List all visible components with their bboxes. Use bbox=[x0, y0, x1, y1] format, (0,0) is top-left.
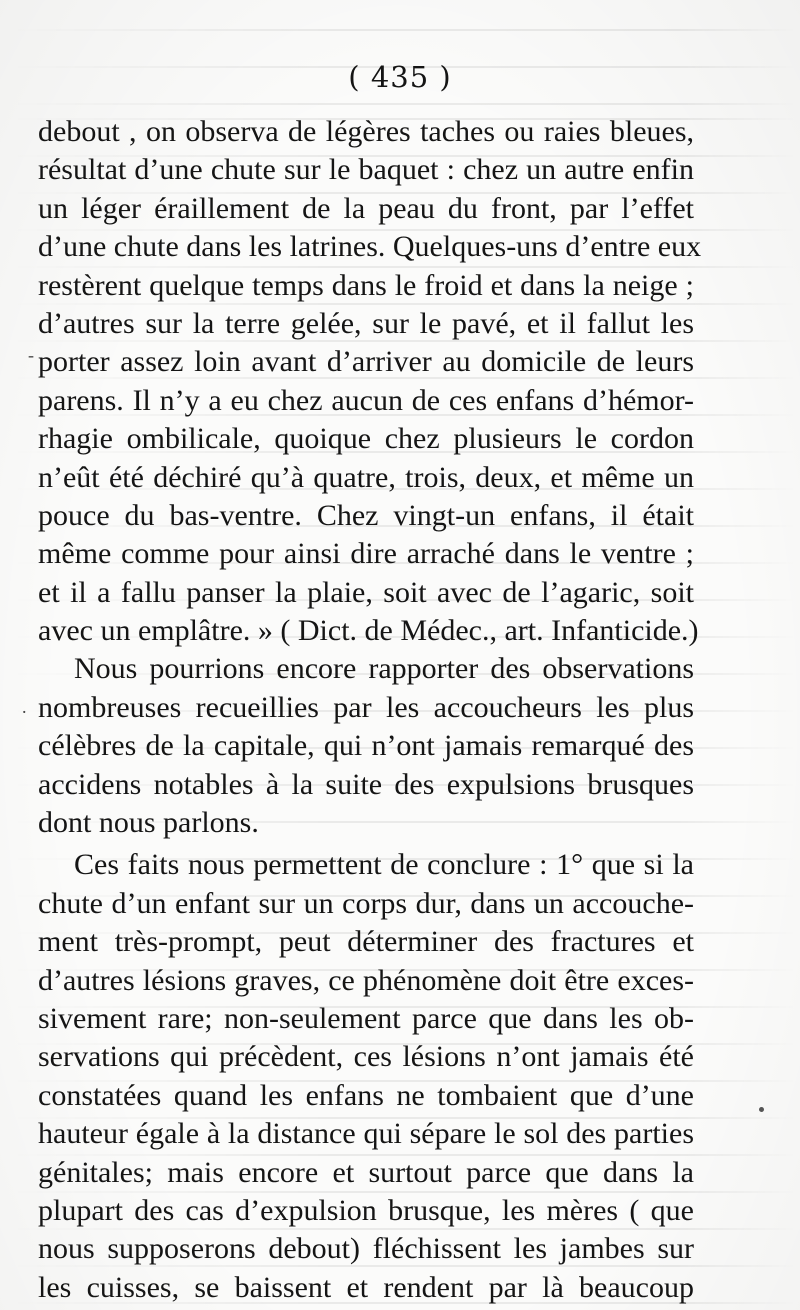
text-line: hauteur égale à la distance qui sépare le sol des parties bbox=[38, 1117, 694, 1151]
text-line: porter assez loin avant d’arriver au domicile de leurs bbox=[38, 345, 694, 379]
margin-dot-mark: . bbox=[22, 697, 27, 717]
text-line: même comme pour ainsi dire arraché dans le ventre ; bbox=[38, 537, 694, 571]
text-line: un léger éraillement de la peau du front, par l’effet bbox=[38, 191, 694, 225]
paper-speck bbox=[759, 1107, 764, 1112]
text-line: parens. Il n’y a eu chez aucun de ces enfans d’hémor- bbox=[38, 383, 694, 417]
text-line: résultat d’une chute sur le baquet : chez un autre enfin bbox=[38, 153, 694, 187]
page-number: ( 435 ) bbox=[348, 60, 452, 94]
text-line: les cuisses, se baissent et rendent par là beaucoup bbox=[38, 1270, 694, 1304]
text-line: servations qui précèdent, ces lésions n’ont jamais été bbox=[38, 1040, 694, 1074]
paragraph-observations bbox=[38, 650, 694, 842]
text-line: nombreuses recueillies par les accoucheurs les plus bbox=[38, 690, 694, 724]
text-line: restèrent quelque temps dans le froid et dans la neige ; bbox=[38, 268, 694, 302]
text-line: sivement rare; non-seulement parce que dans les ob- bbox=[38, 1001, 694, 1035]
text-line: et il a fallu panser la plaie, soit avec de l’agaric, soit bbox=[38, 575, 694, 609]
body-text bbox=[38, 113, 702, 1307]
text-line: d’autres lésions graves, ce phénomène doit être exces- bbox=[38, 963, 694, 997]
text-line: n’eût été déchiré qu’à quatre, trois, deux, et même un bbox=[38, 460, 694, 494]
paragraph-continued bbox=[38, 113, 702, 650]
text-line: rhagie ombilicale, quoique chez plusieurs le cordon bbox=[38, 422, 694, 456]
text-line-last: dont nous parlons. bbox=[38, 806, 259, 840]
text-line: nous supposerons debout) fléchissent les jambes sur bbox=[38, 1232, 694, 1266]
text-line: chute d’un enfant sur un corps dur, dans un accouche- bbox=[38, 886, 694, 920]
text-line: constatées quand les enfans ne tombaient que d’une bbox=[38, 1078, 694, 1112]
text-line: génitales; mais encore et surtout parce que dans la bbox=[38, 1155, 694, 1189]
text-line: ment très-prompt, peut déterminer des fractures et bbox=[38, 925, 694, 959]
text-line: avec un emplâtre. » ( Dict. de Médec., art. Infanticide.) bbox=[38, 614, 699, 648]
text-line-first: Ces faits nous permettent de conclure : 1° que si la bbox=[74, 848, 694, 882]
text-line-first: Nous pourrions encore rapporter des observations bbox=[74, 652, 694, 686]
paragraph-conclusion bbox=[38, 846, 694, 1307]
margin-tick-mark: - bbox=[28, 345, 34, 365]
text-line: plupart des cas d’expulsion brusque, les mères ( que bbox=[38, 1193, 694, 1227]
text-line: pouce du bas-ventre. Chez vingt-un enfans, il était bbox=[38, 498, 694, 532]
text-line: d’une chute dans les latrines. Quelques-uns d’entre eux bbox=[38, 230, 702, 264]
text-line: célèbres de la capitale, qui n’ont jamais remarqué des bbox=[38, 729, 694, 763]
text-line: d’autres sur la terre gelée, sur le pavé, et il fallut les bbox=[38, 306, 694, 340]
text-line: debout , on observa de légères taches ou raies bleues, bbox=[38, 115, 694, 148]
text-line: accidens notables à la suite des expulsions brusques bbox=[38, 767, 694, 801]
